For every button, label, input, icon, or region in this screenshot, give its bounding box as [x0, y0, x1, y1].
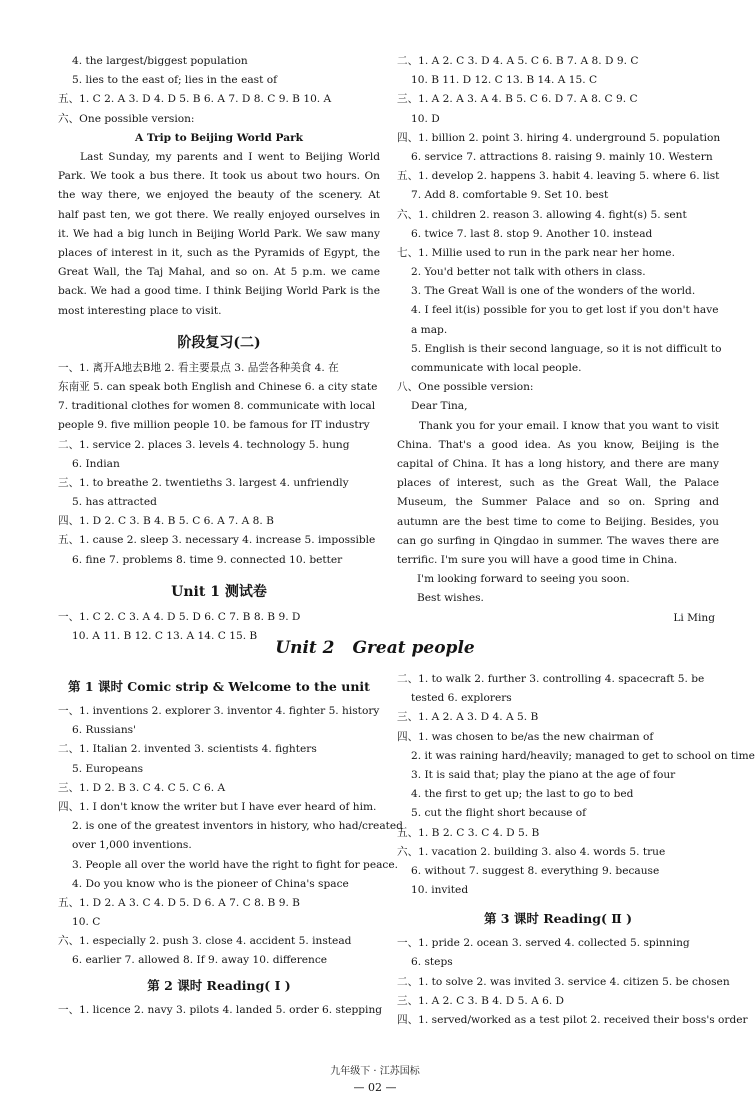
letter-body: Thank you for your email. I know that you want to visit China. That's a good idea. As you know, Beijing is the capital of China. It has a long history, and there are many places of interest, such as the Great Wall, the Palace Museum, the Summer Palace and so on. Spring and autumn are the best time to come to Beijing. Besides, you can go surfing in Qingdao in summer. The waves there are terrific. I'm sure you will have a good time in China.	[397, 419, 719, 566]
answer-line: 7. Add 8. comfortable 9. Set 10. best	[411, 189, 609, 202]
answer-line: 6. without 7. suggest 8. everything 9. because	[411, 864, 660, 877]
answer-line: over 1,000 inventions.	[72, 839, 192, 852]
answer-line: 4. Do you know who is the pioneer of China's space	[72, 877, 349, 890]
answer-line: 6. fine 7. problems 8. time 9. connected 10. better	[72, 553, 343, 566]
answer-line: 一、1. inventions 2. explorer 3. inventor 4. fighter 5. history	[58, 705, 380, 717]
answer-line: 四、1. served/worked as a test pilot 2. received their boss's order	[397, 1014, 748, 1026]
answer-line: 6. earlier 7. allowed 8. If 9. away 10. difference	[72, 954, 328, 967]
page-footer	[0, 1064, 750, 1096]
unit1-test-heading: Unit 1 测试卷	[171, 583, 267, 600]
left-top-answers	[58, 52, 380, 129]
unit2-heading	[0, 638, 750, 658]
answer-line: 10. A 11. B 12. C 13. A 14. C 15. B	[72, 630, 258, 643]
answer-line: 一、1. licence 2. navy 3. pilots 4. landed 5. order 6. stepping	[58, 1003, 383, 1016]
answer-line: 八、One possible version:	[397, 381, 534, 394]
lesson1-heading: 第 1 课时 Comic strip & Welcome to the unit	[68, 679, 370, 694]
answer-line: 6. Indian	[72, 457, 120, 470]
answer-line: 2. it was raining hard/heavily; managed to get to school on time	[411, 749, 755, 762]
answer-line: 一、1. 离开A地去B地 2. 看主要景点 3. 品尝各种美食 4. 在	[58, 361, 339, 374]
answer-line: communicate with local people.	[411, 362, 582, 374]
footer-grade: 九年级下 · 江苏国标	[330, 1066, 420, 1077]
answer-line: 五、1. develop 2. happens 3. habit 4. leaving 5. where 6. list	[397, 170, 720, 183]
unit2-label: Unit 2	[275, 638, 335, 658]
right-top-answers	[397, 52, 722, 417]
left-bottom-column	[58, 672, 403, 1020]
answer-line: 二、1. Italian 2. invented 3. scientists 4. fighters	[58, 743, 317, 756]
answer-line: a map.	[411, 323, 448, 336]
essay-body: Last Sunday, my parents and I went to Beijing World Park. We took a bus there. It took us about two hours. On the way there, we enjoyed the beauty of the scenery. At half past ten, we got there. We really enjoyed ourselves in it. We had a big lunch in Beijing World Park. We saw many places of interest in it, such as the Pyramids of Egypt, the Great Wall, the Taj Mahal, and so on. At 5 p.m. we came back. We had a good time. I think Beijing World Park is the most interesting place to visit.	[58, 150, 380, 317]
answer-line: 四、1. billion 2. point 3. hiring 4. underground 5. population	[397, 131, 721, 144]
answer-line: 4. I feel it(is) possible for you to get lost if you don't have	[411, 304, 719, 317]
answer-line: 六、1. children 2. reason 3. allowing 4. fight(s) 5. sent	[397, 208, 687, 221]
right-bottom-answers	[397, 670, 755, 900]
answer-line: 二、1. A 2. C 3. D 4. A 5. C 6. B 7. A 8. D 9. C	[397, 55, 639, 67]
answer-line: 五、1. cause 2. sleep 3. necessary 4. increase 5. impossible	[58, 534, 376, 547]
answer-line: 二、1. service 2. places 3. levels 4. technology 5. hung	[58, 438, 350, 451]
answer-line: 三、1. A 2. A 3. D 4. A 5. B	[397, 711, 539, 724]
answer-line: 三、1. to breathe 2. twentieths 3. largest 4. unfriendly	[58, 476, 349, 489]
answer-line: 三、1. A 2. A 3. A 4. B 5. C 6. D 7. A 8. C 9. C	[397, 93, 638, 106]
answer-line: 五、1. D 2. A 3. C 4. D 5. D 6. A 7. C 8. B 9. B	[58, 896, 300, 909]
answer-line: 5. English is their second language, so it is not difficult to	[411, 342, 722, 355]
answer-line: 10. invited	[411, 884, 469, 897]
answer-line: 10. B 11. D 12. C 13. B 14. A 15. C	[411, 74, 598, 87]
unit2-title: Great people	[352, 638, 475, 658]
answer-line: 3. The Great Wall is one of the wonders of the world.	[411, 285, 696, 298]
answer-line: 4. the first to get up; the last to go to bed	[411, 788, 634, 801]
letter-closing-wishes: Best wishes.	[417, 592, 484, 605]
answer-line: 东南亚 5. can speak both English and Chinese 6. a city state	[58, 380, 378, 393]
answer-line: 5. Europeans	[72, 762, 144, 775]
answer-line: 7. traditional clothes for women 8. communicate with local	[58, 400, 376, 413]
review2-heading: 阶段复习(二)	[177, 334, 261, 351]
answer-line: 三、1. D 2. B 3. C 4. C 5. C 6. A	[58, 781, 226, 794]
right-column	[397, 52, 722, 628]
answer-line: 6. steps	[411, 956, 453, 969]
answer-line: 一、1. pride 2. ocean 3. served 4. collected 5. spinning	[397, 937, 690, 950]
answer-line: 六、1. especially 2. push 3. close 4. accident 5. instead	[58, 935, 352, 948]
answer-line: Dear Tina,	[411, 400, 468, 413]
answer-line: tested 6. explorers	[411, 692, 512, 705]
lesson3-heading: 第 3 课时 Reading( Ⅱ )	[483, 911, 633, 927]
answer-line: 三、1. A 2. C 3. B 4. D 5. A 6. D	[397, 994, 565, 1007]
lesson3-answers	[397, 934, 748, 1030]
answer-line: 二、1. to solve 2. was invited 3. service 4. citizen 5. be chosen	[397, 975, 730, 988]
answer-line: 六、1. vacation 2. building 3. also 4. words 5. true	[397, 845, 666, 858]
review2-answers	[58, 359, 380, 570]
left-column	[58, 52, 380, 646]
answer-line: 6. Russians'	[72, 724, 137, 737]
answer-line: 4. the largest/biggest population	[72, 55, 248, 67]
essay-title: A Trip to Beijing World Park	[134, 131, 303, 144]
answer-line: 二、1. to walk 2. further 3. controlling 4. spacecraft 5. be	[397, 673, 705, 685]
answer-line: 5. cut the flight short because of	[411, 807, 587, 820]
answer-line: 四、1. I don't know the writer but I have ever heard of him.	[58, 800, 377, 813]
answer-line: 2. is one of the greatest inventors in history, who had/created	[72, 820, 403, 833]
lesson2-heading: 第 2 课时 Reading( Ⅰ )	[147, 977, 291, 993]
answer-line: 一、1. C 2. C 3. A 4. D 5. D 6. C 7. B 8. B 9. D	[58, 610, 301, 623]
answer-line: 3. It is said that; play the piano at the age of four	[411, 768, 676, 781]
answer-line: 10. C	[72, 916, 101, 929]
answer-line: 四、1. was chosen to be/as the new chairman of	[397, 730, 654, 743]
lesson2-answers	[58, 1001, 383, 1020]
answer-line: 5. has attracted	[72, 496, 157, 509]
answer-line: 5. lies to the east of; lies in the east of	[72, 74, 278, 87]
answer-line: 6. twice 7. last 8. stop 9. Another 10. instead	[411, 227, 653, 240]
right-bottom-column	[397, 670, 755, 1030]
answer-line: 6. service 7. attractions 8. raising 9. mainly 10. Western	[411, 150, 713, 163]
letter-closing-line: I'm looking forward to seeing you soon.	[417, 573, 630, 586]
answer-line: 七、1. Millie used to run in the park near her home.	[397, 246, 675, 259]
answer-line: 五、1. C 2. A 3. D 4. D 5. B 6. A 7. D 8. C 9. B 10. A	[58, 93, 332, 106]
answer-line: 六、One possible version:	[58, 112, 195, 125]
answer-line: 3. People all over the world have the right to fight for peace.	[72, 858, 398, 871]
answer-line: 2. You'd better not talk with others in class.	[411, 266, 646, 279]
answer-line: 五、1. B 2. C 3. C 4. D 5. B	[397, 826, 540, 839]
answer-line: 10. D	[411, 112, 440, 125]
answer-line: people 9. five million people 10. be famous for IT industry	[58, 419, 370, 432]
letter-signature: Li Ming	[673, 611, 715, 624]
lesson1-answers	[58, 702, 403, 971]
answer-line: 四、1. D 2. C 3. B 4. B 5. C 6. A 7. A 8. B	[58, 515, 274, 528]
page-number: — 02 —	[353, 1081, 397, 1094]
